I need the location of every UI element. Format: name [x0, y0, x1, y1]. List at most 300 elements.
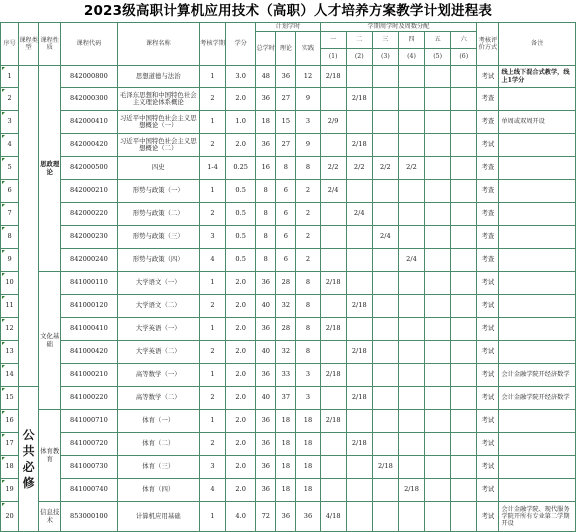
row-t2: 2/4 [346, 203, 372, 226]
row-practice: 18 [296, 479, 320, 502]
row-code: 842000410 [61, 111, 117, 134]
row-theory: 6 [276, 180, 296, 203]
row-remark [499, 295, 576, 318]
row-credit: 4.0 [226, 502, 256, 532]
row-total: 36 [256, 364, 276, 387]
row-t5 [425, 134, 451, 157]
row-t5 [425, 66, 451, 88]
row-t6 [451, 111, 477, 134]
row-assess: 考试 [477, 387, 499, 410]
row-term: 3 [199, 226, 225, 249]
header-seq: 序号 [1, 23, 19, 66]
row-t1 [320, 479, 346, 502]
row-theory: 28 [276, 272, 296, 295]
row-code: 853000100 [61, 502, 117, 532]
row-term: 1 [199, 272, 225, 295]
row-seq: 15 [1, 387, 19, 410]
row-assess: 考试 [477, 410, 499, 433]
row-t1 [320, 295, 346, 318]
row-assess: 考试 [477, 134, 499, 157]
course-type-main: 公共必修 [19, 387, 39, 532]
row-name: 大学英语（二） [117, 341, 199, 364]
row-term: 1 [199, 410, 225, 433]
row-code: 841000730 [61, 456, 117, 479]
row-name: 体育（二） [117, 433, 199, 456]
table-row [1, 66, 576, 88]
row-credit: 0.5 [226, 180, 256, 203]
row-t4 [398, 456, 424, 479]
row-t1 [320, 88, 346, 111]
table-row [1, 134, 576, 157]
row-t1 [320, 226, 346, 249]
row-term: 1-4 [199, 157, 225, 180]
row-seq: 3 [1, 111, 19, 134]
row-code: 842000240 [61, 249, 117, 272]
header-course-nature: 课程性质 [39, 23, 61, 66]
row-total: 48 [256, 66, 276, 88]
row-credit: 2.0 [226, 387, 256, 410]
row-t3 [372, 249, 398, 272]
row-credit: 2.0 [226, 318, 256, 341]
row-term: 4 [199, 249, 225, 272]
table-row [1, 502, 576, 532]
row-practice: 2 [296, 249, 320, 272]
row-t6 [451, 387, 477, 410]
row-t2 [346, 502, 372, 532]
row-t2: 2/18 [346, 387, 372, 410]
row-code: 842000500 [61, 157, 117, 180]
row-credit: 0.5 [226, 203, 256, 226]
row-practice: 3 [296, 364, 320, 387]
row-t4 [398, 66, 424, 88]
row-seq: 20 [1, 502, 19, 532]
row-remark [499, 456, 576, 479]
row-remark [499, 249, 576, 272]
row-t2: 2/18 [346, 341, 372, 364]
row-assess: 考试 [477, 66, 499, 88]
row-term: 4 [199, 479, 225, 502]
row-code: 841000720 [61, 433, 117, 456]
row-total: 16 [256, 157, 276, 180]
row-t2 [346, 364, 372, 387]
row-term: 1 [199, 180, 225, 203]
row-remark: 线上线下混合式教学，线上1学分 [499, 66, 576, 88]
row-code: 841000410 [61, 318, 117, 341]
row-seq: 7 [1, 203, 19, 226]
header-term-num-3: (3) [372, 49, 398, 66]
row-credit: 2.0 [226, 433, 256, 456]
row-practice: 18 [296, 433, 320, 456]
row-total: 36 [256, 433, 276, 456]
row-remark [499, 479, 576, 502]
row-t4 [398, 364, 424, 387]
row-t5 [425, 295, 451, 318]
header-term-4: 四 [398, 32, 424, 49]
row-t5 [425, 111, 451, 134]
row-theory: 32 [276, 341, 296, 364]
row-t5 [425, 180, 451, 203]
row-remark [499, 341, 576, 364]
row-assess: 考查 [477, 88, 499, 111]
row-t5 [425, 341, 451, 364]
row-term: 2 [199, 88, 225, 111]
row-t1 [320, 203, 346, 226]
row-assess: 考查 [477, 157, 499, 180]
row-t1 [320, 456, 346, 479]
header-remarks: 备注 [499, 23, 576, 66]
row-t3 [372, 203, 398, 226]
row-credit: 2.0 [226, 410, 256, 433]
table-row [1, 111, 576, 134]
row-practice: 36 [296, 502, 320, 532]
row-assess: 考试 [477, 456, 499, 479]
row-credit: 2.0 [226, 88, 256, 111]
row-theory: 15 [276, 111, 296, 134]
row-total: 36 [256, 134, 276, 157]
row-seq: 18 [1, 456, 19, 479]
header-term-num-5: (5) [425, 49, 451, 66]
row-practice: 8 [296, 341, 320, 364]
row-t2: 2/18 [346, 134, 372, 157]
row-t1 [320, 433, 346, 456]
header-code: 课程代码 [61, 23, 117, 66]
table-row [1, 433, 576, 456]
row-assess: 考查 [477, 111, 499, 134]
row-total: 40 [256, 295, 276, 318]
row-term: 1 [199, 364, 225, 387]
row-term: 2 [199, 134, 225, 157]
row-t5 [425, 479, 451, 502]
row-assess: 考查 [477, 249, 499, 272]
row-total: 18 [256, 111, 276, 134]
row-name: 大学语文（一） [117, 272, 199, 295]
row-t2: 2/18 [346, 88, 372, 111]
row-t2: 2/18 [346, 433, 372, 456]
row-theory: 18 [276, 410, 296, 433]
row-name: 习近平中国特色社会主义思想概论（二） [117, 134, 199, 157]
row-term: 2 [199, 341, 225, 364]
table-row [1, 88, 576, 111]
row-code: 842000220 [61, 203, 117, 226]
row-seq: 5 [1, 157, 19, 180]
row-t3 [372, 433, 398, 456]
row-seq: 2 [1, 88, 19, 111]
row-t5 [425, 203, 451, 226]
row-t6 [451, 479, 477, 502]
row-t6 [451, 456, 477, 479]
row-code: 842000210 [61, 180, 117, 203]
row-t6 [451, 134, 477, 157]
row-code: 842000800 [61, 66, 117, 88]
row-credit: 1.0 [226, 111, 256, 134]
table-row [1, 318, 576, 341]
row-credit: 0.5 [226, 249, 256, 272]
row-t2 [346, 456, 372, 479]
row-total: 36 [256, 456, 276, 479]
row-name: 形势与政策（三） [117, 226, 199, 249]
header-credits: 学分 [226, 23, 256, 66]
row-t3 [372, 272, 398, 295]
row-practice: 3 [296, 111, 320, 134]
row-practice: 9 [296, 88, 320, 111]
header-term-2: 二 [346, 32, 372, 49]
header-name: 课程名称 [117, 23, 199, 66]
row-seq: 17 [1, 433, 19, 456]
row-term: 1 [199, 502, 225, 532]
row-seq: 14 [1, 364, 19, 387]
table-row [1, 410, 576, 433]
row-seq: 13 [1, 341, 19, 364]
row-name: 体育（四） [117, 479, 199, 502]
row-t5 [425, 272, 451, 295]
row-t6 [451, 410, 477, 433]
row-practice: 3 [296, 387, 320, 410]
row-t2 [346, 180, 372, 203]
header-course-type: 课程类型 [19, 23, 39, 66]
table-row [1, 295, 576, 318]
row-t4: 2/18 [398, 479, 424, 502]
nature-pe: 体育教育 [39, 410, 61, 502]
row-assess: 考试 [477, 502, 499, 532]
row-term: 2 [199, 203, 225, 226]
table-row [1, 364, 576, 387]
row-t6 [451, 249, 477, 272]
row-practice: 2 [296, 226, 320, 249]
row-theory: 8 [276, 157, 296, 180]
row-t2: 2/2 [346, 157, 372, 180]
table-row [1, 157, 576, 180]
row-t6 [451, 295, 477, 318]
header-term-num-2: (2) [346, 49, 372, 66]
row-t1 [320, 249, 346, 272]
row-t3 [372, 387, 398, 410]
course-type-upper-cell [19, 66, 39, 387]
header-term-num-4: (4) [398, 49, 424, 66]
row-theory: 6 [276, 226, 296, 249]
row-total: 36 [256, 410, 276, 433]
row-t6 [451, 341, 477, 364]
row-assess: 考试 [477, 433, 499, 456]
row-code: 841000740 [61, 479, 117, 502]
table-row [1, 341, 576, 364]
row-remark [499, 180, 576, 203]
row-t6 [451, 226, 477, 249]
row-seq: 1 [1, 66, 19, 88]
row-t4 [398, 502, 424, 532]
row-name: 形势与政策（二） [117, 203, 199, 226]
row-theory: 18 [276, 479, 296, 502]
row-name: 计算机应用基础 [117, 502, 199, 532]
row-total: 8 [256, 249, 276, 272]
row-t3 [372, 479, 398, 502]
row-remark [499, 410, 576, 433]
row-theory: 28 [276, 318, 296, 341]
row-theory: 27 [276, 134, 296, 157]
row-t3: 2/2 [372, 157, 398, 180]
row-assess: 考查 [477, 203, 499, 226]
row-name: 高等数学（二） [117, 387, 199, 410]
row-seq: 16 [1, 410, 19, 433]
row-t5 [425, 502, 451, 532]
row-t4 [398, 318, 424, 341]
row-assess: 考试 [477, 364, 499, 387]
row-t1: 2/2 [320, 157, 346, 180]
row-t3 [372, 66, 398, 88]
row-t5 [425, 433, 451, 456]
row-theory: 6 [276, 203, 296, 226]
row-t6 [451, 88, 477, 111]
row-term: 2 [199, 295, 225, 318]
row-t1: 2/18 [320, 410, 346, 433]
row-code: 841000220 [61, 387, 117, 410]
row-seq: 6 [1, 180, 19, 203]
row-t4 [398, 88, 424, 111]
row-t3 [372, 295, 398, 318]
row-total: 8 [256, 180, 276, 203]
row-t2 [346, 318, 372, 341]
row-t4 [398, 226, 424, 249]
row-term: 1 [199, 318, 225, 341]
row-t4 [398, 272, 424, 295]
row-t2 [346, 66, 372, 88]
row-total: 36 [256, 272, 276, 295]
row-assess: 考查 [477, 226, 499, 249]
row-assess: 考试 [477, 318, 499, 341]
row-term: 3 [199, 456, 225, 479]
table-row [1, 249, 576, 272]
row-t3 [372, 341, 398, 364]
row-t3 [372, 134, 398, 157]
row-theory: 36 [276, 66, 296, 88]
row-name: 形势与政策（一） [117, 180, 199, 203]
header-term-5: 五 [425, 32, 451, 49]
row-practice: 18 [296, 410, 320, 433]
row-practice: 2 [296, 203, 320, 226]
row-remark [499, 157, 576, 180]
row-t6 [451, 180, 477, 203]
header-term-1: 一 [320, 32, 346, 49]
row-t1: 4/18 [320, 502, 346, 532]
row-t6 [451, 318, 477, 341]
nature-culture: 文化基础 [39, 272, 61, 410]
row-t3 [372, 502, 398, 532]
row-t4: 2/2 [398, 157, 424, 180]
row-t2 [346, 226, 372, 249]
row-code: 842000420 [61, 134, 117, 157]
header-assess: 考核评价方式 [477, 23, 499, 66]
row-theory: 37 [276, 387, 296, 410]
header-term-6: 六 [451, 32, 477, 49]
row-name: 体育（三） [117, 456, 199, 479]
row-theory: 32 [276, 295, 296, 318]
row-term: 1 [199, 66, 225, 88]
row-practice: 9 [296, 134, 320, 157]
row-name: 形势与政策（四） [117, 249, 199, 272]
row-remark: 单周或双周开设 [499, 111, 576, 134]
row-t6 [451, 502, 477, 532]
row-name: 思想道德与法治 [117, 66, 199, 88]
row-remark: 会计金融学院、现代服务学院开所有专业第二学期开设 [499, 502, 576, 532]
row-remark: 会计金融学院开经济数学 [499, 364, 576, 387]
row-remark [499, 226, 576, 249]
row-name: 毛泽东思想和中国特色社会主义理论体系概论 [117, 88, 199, 111]
row-t3 [372, 364, 398, 387]
row-t3 [372, 318, 398, 341]
row-t4 [398, 295, 424, 318]
row-remark [499, 134, 576, 157]
row-seq: 10 [1, 272, 19, 295]
row-code: 841000120 [61, 295, 117, 318]
row-total: 72 [256, 502, 276, 532]
row-t4 [398, 341, 424, 364]
row-t5 [425, 364, 451, 387]
row-t4 [398, 387, 424, 410]
row-practice: 8 [296, 318, 320, 341]
row-seq: 8 [1, 226, 19, 249]
header-weekly-group: 学期周学时及周数分配 [320, 23, 477, 32]
row-name: 习近平中国特色社会主义思想概论（一） [117, 111, 199, 134]
row-assess: 考查 [477, 180, 499, 203]
row-code: 841000420 [61, 341, 117, 364]
row-credit: 2.0 [226, 341, 256, 364]
row-assess: 考试 [477, 341, 499, 364]
row-remark [499, 318, 576, 341]
curriculum-table [0, 22, 576, 532]
row-t1: 2/9 [320, 111, 346, 134]
row-credit: 2.0 [226, 479, 256, 502]
row-t3 [372, 410, 398, 433]
row-practice: 8 [296, 272, 320, 295]
row-t1: 2/18 [320, 364, 346, 387]
row-credit: 2.0 [226, 295, 256, 318]
row-t4 [398, 111, 424, 134]
row-remark: 会计金融学院开经济数学 [499, 387, 576, 410]
row-name: 体育（一） [117, 410, 199, 433]
row-name: 高等数学（一） [117, 364, 199, 387]
header-term-3: 三 [372, 32, 398, 49]
row-t1: 2/18 [320, 272, 346, 295]
row-assess: 考试 [477, 272, 499, 295]
row-t3: 2/4 [372, 226, 398, 249]
table-row [1, 479, 576, 502]
row-theory: 18 [276, 456, 296, 479]
header-term-num-1: (1) [320, 49, 346, 66]
row-t1 [320, 341, 346, 364]
row-name: 四史 [117, 157, 199, 180]
row-remark [499, 203, 576, 226]
row-t4 [398, 180, 424, 203]
row-t6 [451, 157, 477, 180]
row-t4 [398, 410, 424, 433]
row-credit: 2.0 [226, 364, 256, 387]
table-row [1, 180, 576, 203]
nature-it: 信息技术 [39, 502, 61, 532]
row-seq: 11 [1, 295, 19, 318]
row-code: 841000110 [61, 272, 117, 295]
row-theory: 27 [276, 88, 296, 111]
row-total: 40 [256, 387, 276, 410]
row-credit: 0.25 [226, 157, 256, 180]
row-practice: 18 [296, 456, 320, 479]
row-t1: 2/18 [320, 318, 346, 341]
row-seq: 19 [1, 479, 19, 502]
header-theory: 理论 [276, 32, 296, 66]
row-total: 36 [256, 318, 276, 341]
row-credit: 3.0 [226, 66, 256, 88]
row-t1: 2/18 [320, 66, 346, 88]
row-t6 [451, 66, 477, 88]
header-exam-term: 考核学期 [199, 23, 225, 66]
